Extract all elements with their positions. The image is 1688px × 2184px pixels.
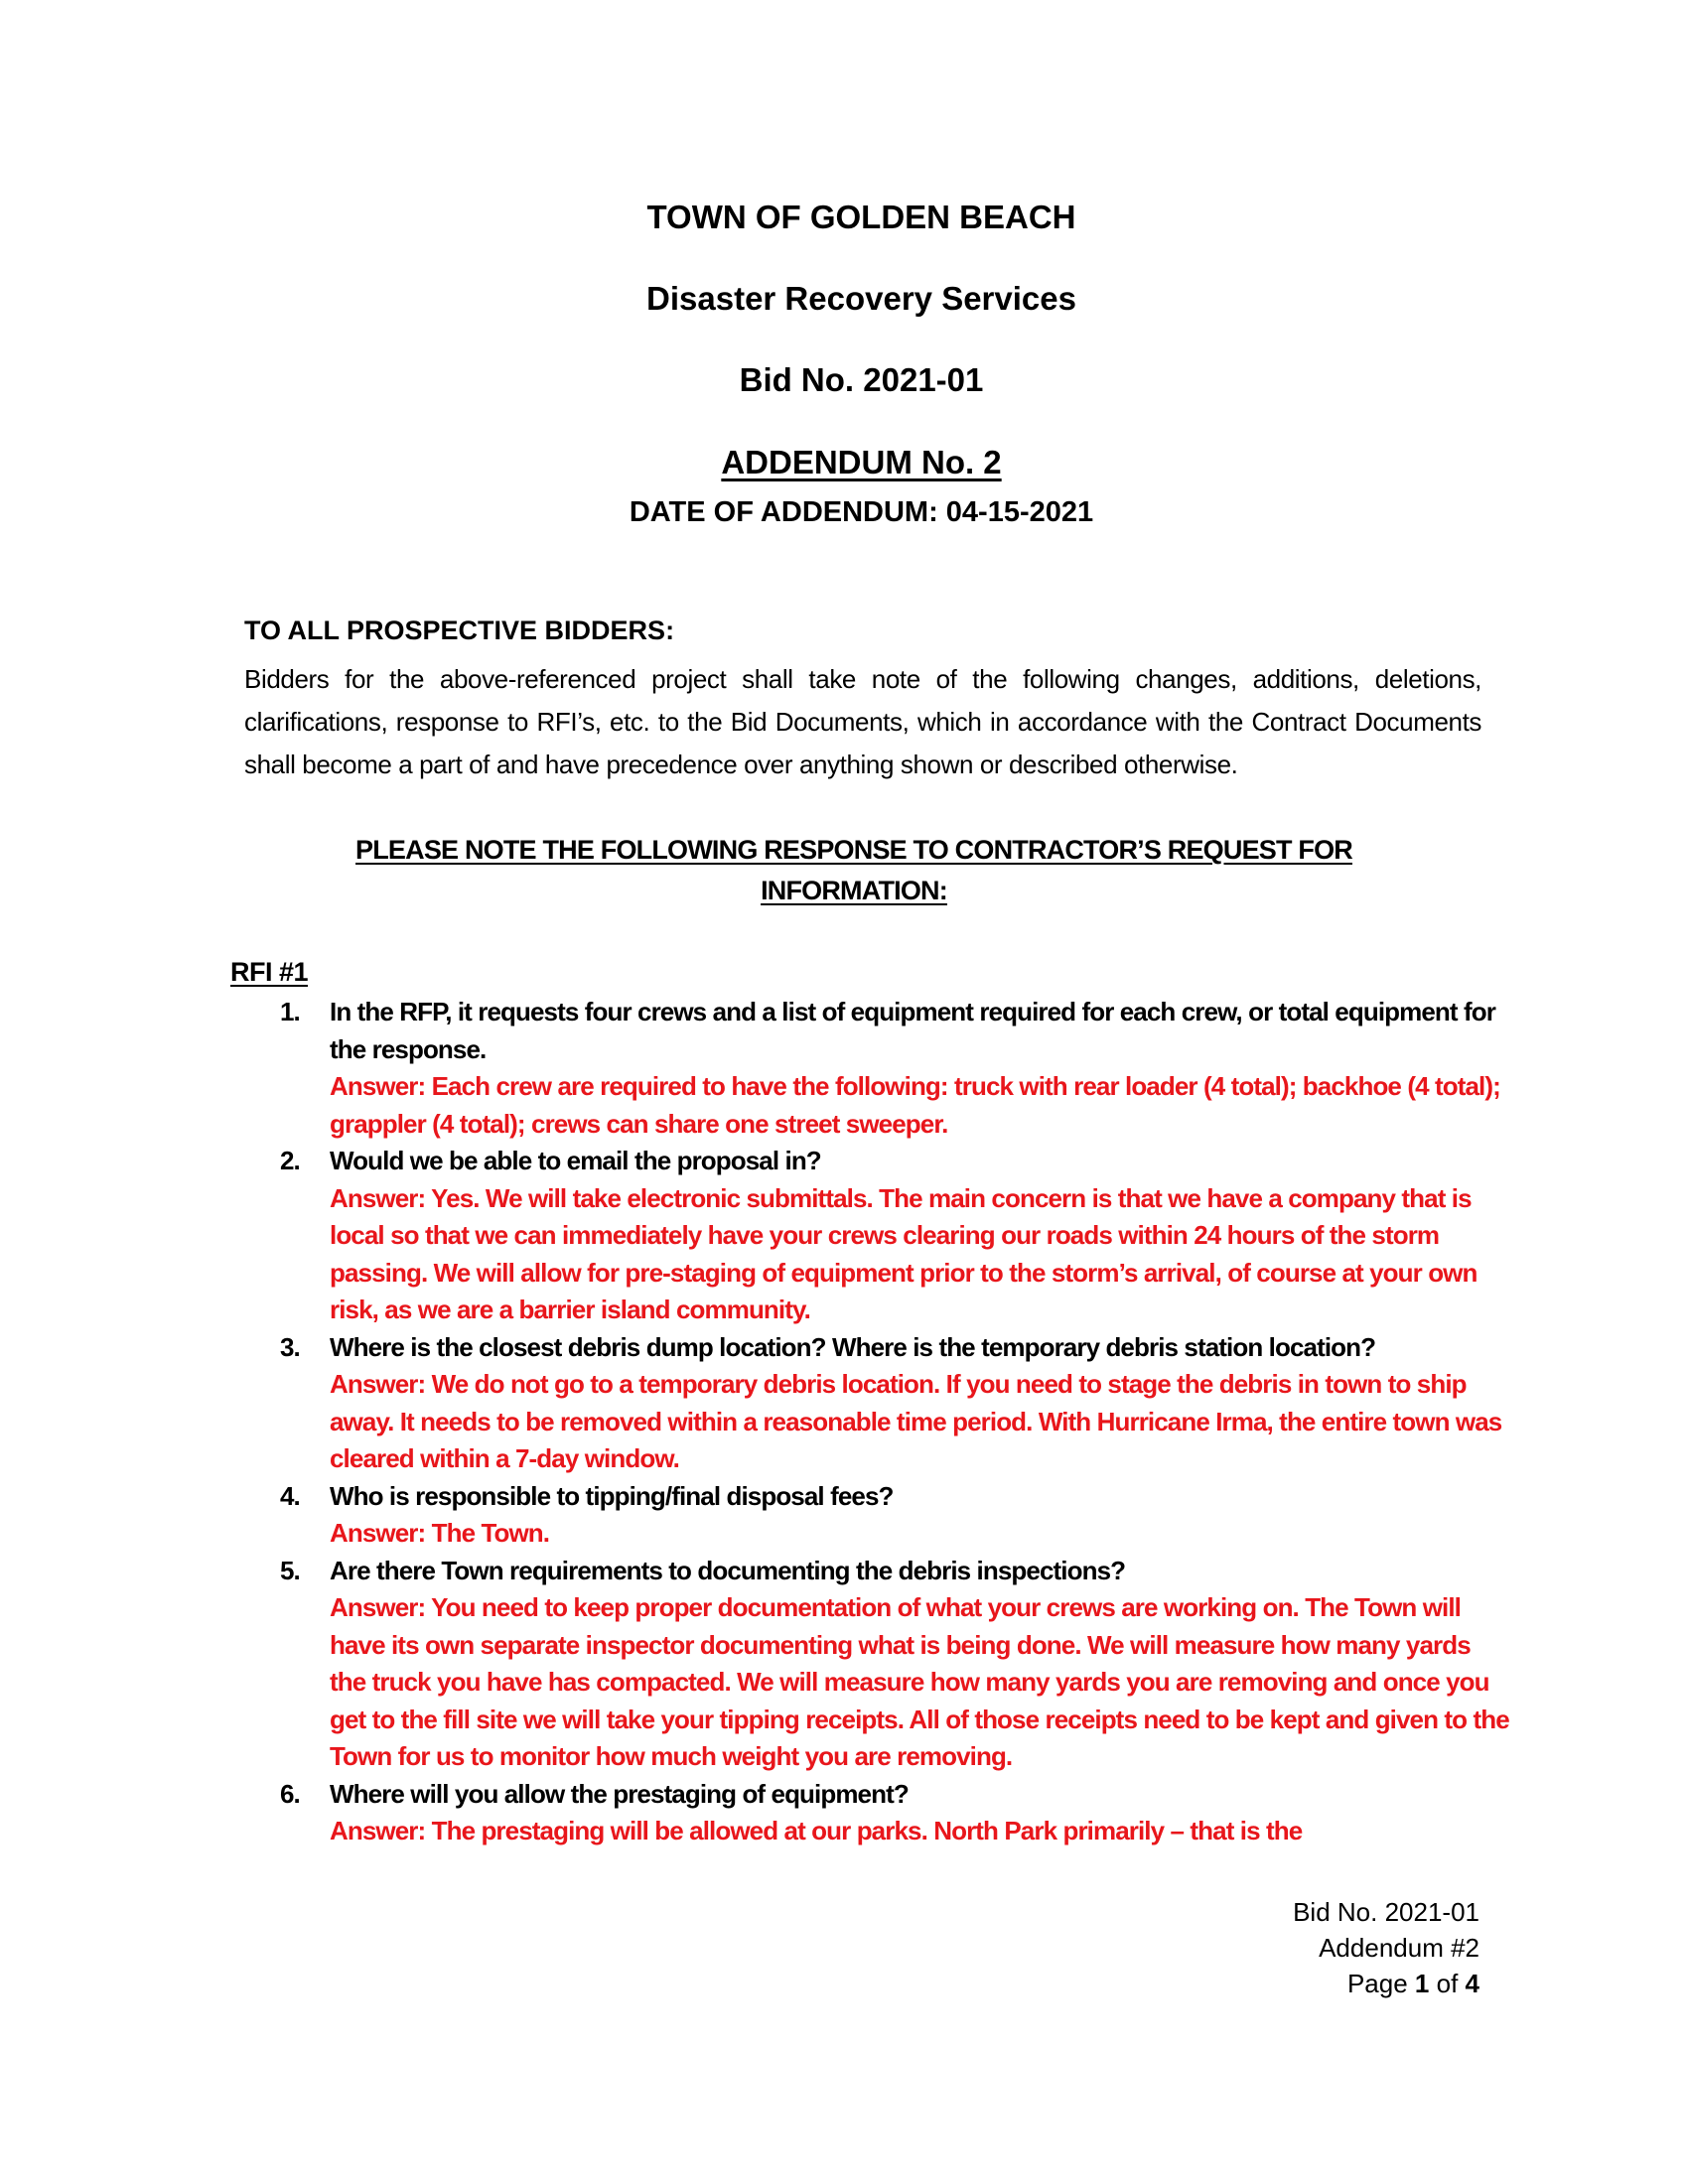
item-number: 5. [280,1555,300,1585]
item-number: 6. [280,1778,300,1809]
item-number: 2. [280,1146,300,1175]
rfi-label: RFI #1 [230,957,309,987]
answer-text: Answer: We do not go to a temporary debris location. If you need to stage the debris in town to ship away. It needs to be removed within a reasonable time period. With Hurricane Irma, the entire town was cleared within a 7-day window. [330,1369,1502,1473]
intro-paragraph: Bidders for the above-referenced project shall take note of the following changes, additions, deletions, clarifications, response to RFI’s, etc. to the Bid Documents, which in accordance with the Contract Documents shall become a part of and have precedence over anything shown or described otherwise. [244,664,1481,779]
answer-text: Answer: The Town. [330,1518,550,1548]
footer-page-number [1293,1966,1479,2001]
answer-text: Answer: The prestaging will be allowed at our parks. North Park primarily – that is the [330,1816,1303,1845]
rfi-item [280,994,1511,1143]
page-of: of [1436,1969,1459,1998]
question-text: Are there Town requirements to documenting the debris inspections? [330,1555,1126,1585]
answer-text: Answer: You need to keep proper documentation of what your crews are working on. The Town will have its own separate inspector documenting what is being done. We will measure how many yards the truck you have has compacted. We will measure how many yards you are removing and once you get to the fill site we will take your tipping receipts. All of those receipts need to be kept and given to the Town for us to monitor how much weight you are removing. [330,1592,1509,1771]
bid-number-title: Bid No. 2021-01 [739,361,984,398]
addendum-title: ADDENDUM No. 2 [721,444,1002,480]
salutation: TO ALL PROSPECTIVE BIDDERS: [244,615,675,645]
page-footer [1293,1894,1479,2001]
rfi-item [280,1329,1511,1478]
question-text: Who is responsible to tipping/final disposal fees? [330,1480,894,1511]
question-text: In the RFP, it requests four crews and a list of equipment required for each crew, or total equipment for the response. [330,997,1495,1064]
question-text: Would we be able to email the proposal in? [330,1146,821,1175]
page-current: 1 [1414,1969,1430,1998]
service-title: Disaster Recovery Services [646,280,1076,317]
rfi-item [280,1776,1511,1850]
rfi-notice-heading: PLEASE NOTE THE FOLLOWING RESPONSE TO CONTRACTOR’S REQUEST FOR INFORMATION: [355,835,1352,905]
question-text: Where is the closest debris dump location? Where is the temporary debris station location? [330,1331,1376,1362]
addendum-date: DATE OF ADDENDUM: 04-15-2021 [629,496,1094,528]
page-total: 4 [1465,1969,1479,1998]
item-number: 1. [280,997,300,1026]
footer-addendum: Addendum #2 [1319,1933,1479,1963]
answer-text: Answer: Yes. We will take electronic submittals. The main concern is that we have a company that is local so that we can immediately have your crews clearing our roads within 24 hours of the storm passing. We will allow for pre-staging of equipment prior to the storm’s arrival, of course at your own risk, as we are a barrier island community. [330,1182,1477,1324]
question-text: Where will you allow the prestaging of equipment? [330,1778,909,1809]
rfi-item [280,1478,1511,1553]
rfi-item [280,1143,1511,1329]
item-number: 4. [280,1480,300,1511]
item-number: 3. [280,1331,300,1362]
footer-bid-number: Bid No. 2021-01 [1293,1897,1479,1927]
town-title: TOWN OF GOLDEN BEACH [646,199,1076,235]
answer-text: Answer: Each crew are required to have the following: truck with rear loader (4 total); backhoe (4 total); grappler (4 total); crews can share one street sweeper. [330,1071,1500,1139]
rfi-question-list [280,994,1511,1850]
page-prefix: Page [1346,1969,1408,1998]
rfi-item [280,1553,1511,1776]
